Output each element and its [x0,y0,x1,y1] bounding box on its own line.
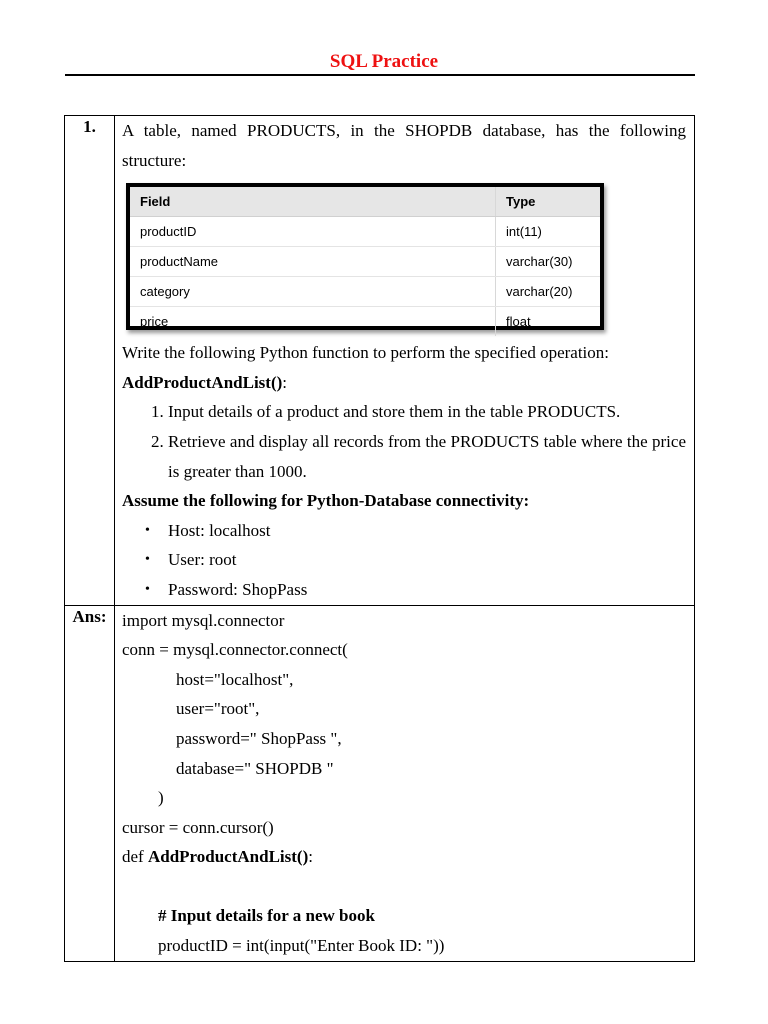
question-intro: A table, named PRODUCTS, in the SHOPDB database, has the following structure: [122,121,686,170]
def-function-name: AddProductAndList() [147,847,309,867]
function-colon: : [282,372,288,392]
code-line: ) [158,788,164,808]
code-line-def [122,842,686,872]
schema-type: float [496,307,601,337]
list-item: • User: root [168,545,686,575]
schema-row [130,307,600,337]
code-line: cursor = conn.cursor() [122,817,274,837]
schema-type: varchar(30) [496,247,601,277]
function-name: AddProductAndList() [122,372,283,392]
schema-field: productName [130,247,496,277]
schema-row [130,277,600,307]
title-divider [65,74,695,76]
code-comment: # Input details for a new book [158,906,375,926]
def-keyword: def [122,847,148,867]
question-content [115,116,695,606]
schema-field: productID [130,217,496,247]
code-line: password=" ShopPass ", [176,728,342,748]
def-colon: : [308,847,313,867]
code-line: host="localhost", [176,669,294,689]
list-item: • Host: localhost [168,516,686,546]
question-table [64,115,695,962]
schema-row [130,217,600,247]
code-line: database=" SHOPDB " [176,758,334,778]
code-line: user="root", [176,699,260,719]
answer-label: Ans: [72,606,107,626]
page-title: SQL Practice [329,51,439,72]
schema-header-type: Type [496,187,601,217]
answer-label-cell [65,605,115,961]
question-number-cell [65,116,115,606]
code-line: conn = mysql.connector.connect( [122,640,348,660]
schema-type: varchar(20) [496,277,601,307]
schema-image [126,183,604,330]
schema-type: int(11) [496,217,601,247]
credentials-list [122,516,686,605]
steps-list [122,397,686,486]
list-item: 1. Input details of a product and store them in the table PRODUCTS. [168,397,686,427]
schema-field: category [130,277,496,307]
code-line: import mysql.connector [122,610,285,630]
blank-line [122,872,686,902]
code-line: productID = int(input("Enter Book ID: ")) [158,936,445,956]
assume-heading: Assume the following for Python-Database connectivity: [122,491,530,511]
list-item: 2. Retrieve and display all records from the PRODUCTS table where the price is greater than 1000. [168,427,686,486]
question-instruction: Write the following Python function to perform the specified operation: [122,343,609,363]
list-item: • Password: ShopPass [168,575,686,605]
schema-header-row [130,187,600,217]
schema-field: price [140,314,169,330]
question-number: 1. [83,117,96,136]
schema-header-field: Field [130,187,496,217]
schema-table [130,187,600,336]
answer-code [115,605,695,961]
function-heading [122,368,686,398]
schema-row [130,247,600,277]
answer-row [65,605,695,961]
question-row [65,116,695,606]
